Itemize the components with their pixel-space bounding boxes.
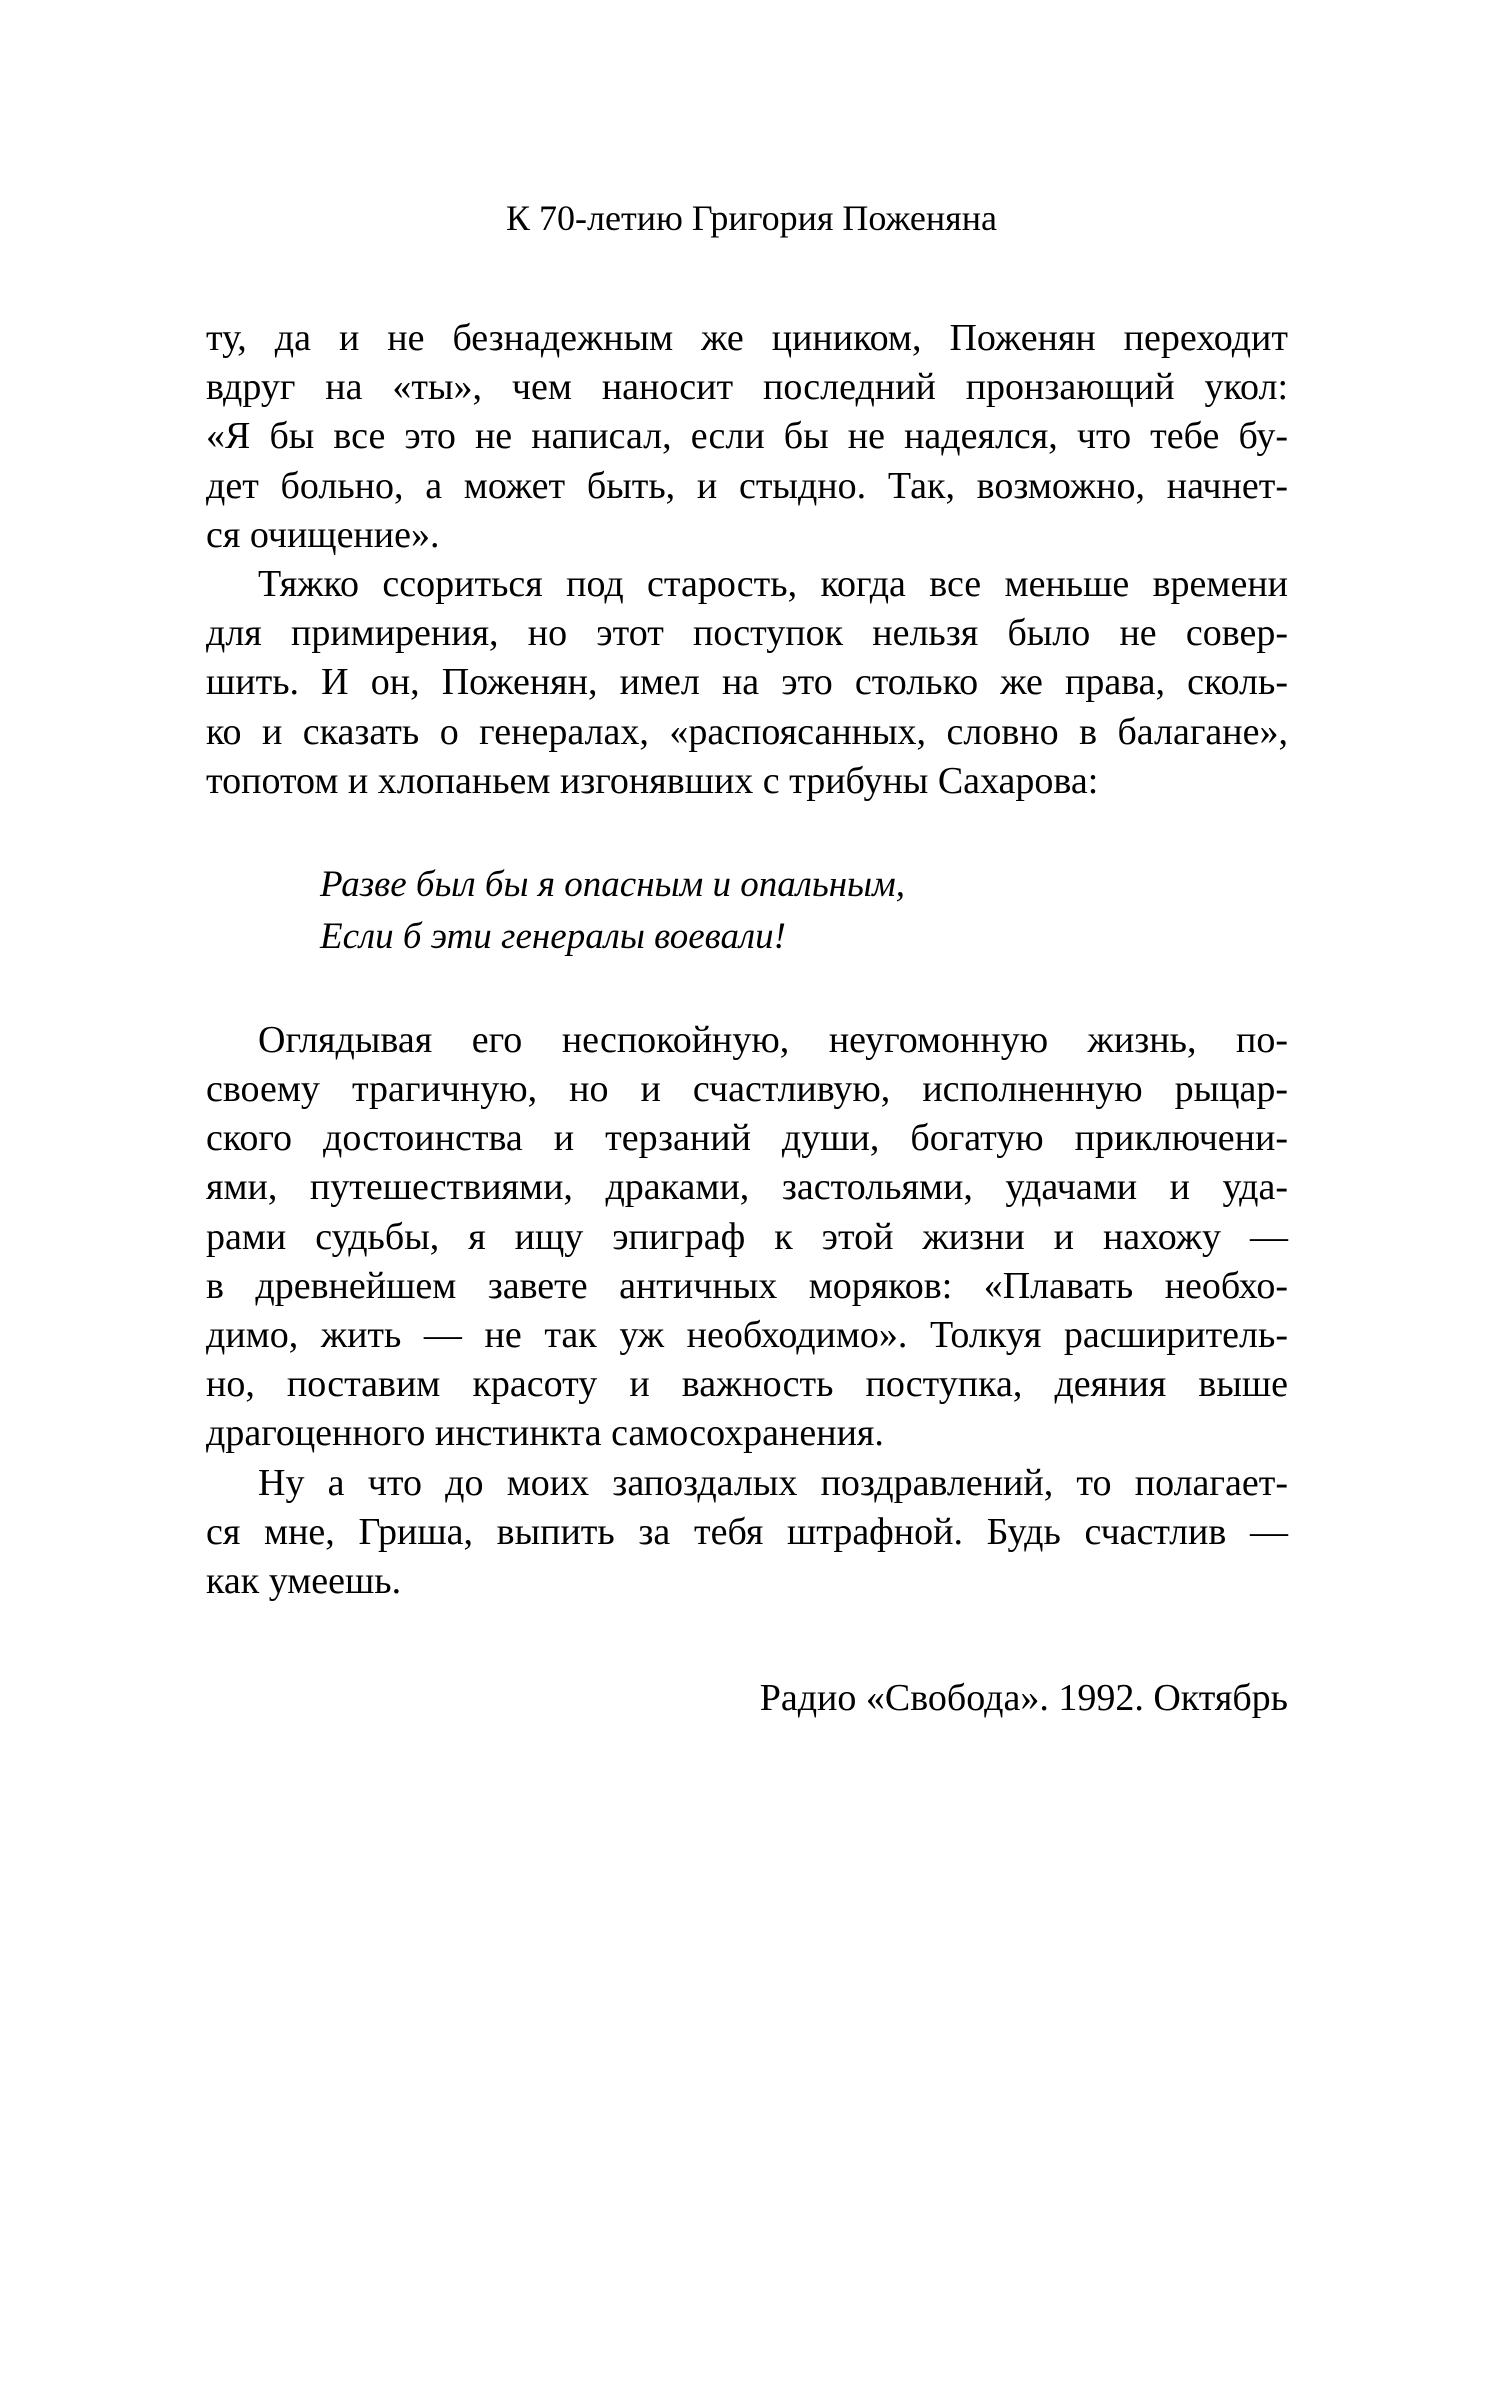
running-header: К 70-летию Григория Поженяна	[506, 198, 997, 238]
poem-quote	[320, 859, 1288, 963]
text-line: в древнейшем завете античных моряков: «Плавать необхо-	[206, 1264, 1288, 1307]
body-text	[206, 314, 1288, 1606]
text-line: ко и сказать о генералах, «распоясанных, словно в балагане»,	[206, 710, 1288, 753]
text-line: топотом и хлопаньем изгонявших с трибуны Сахарова:	[206, 759, 1099, 802]
text-line: дет больно, а может быть, и стыдно. Так, возможно, начнет-	[206, 464, 1288, 507]
paragraph-3	[206, 1016, 1288, 1459]
poem-line: Если б эти генералы воевали!	[320, 915, 786, 957]
paragraph-4	[206, 1459, 1288, 1607]
text-line: Ну а что до моих запоздалых поздравлений, то полагает-	[258, 1461, 1288, 1504]
text-line: драгоценного инстинкта самосохранения.	[206, 1412, 884, 1455]
text-line: ся мне, Гриша, выпить за тебя штрафной. Будь счастлив —	[206, 1510, 1288, 1553]
source-signature: Радио «Свобода». 1992. Октябрь	[759, 1677, 1288, 1719]
text-line: как умеешь.	[206, 1559, 402, 1602]
text-line: вдруг на «ты», чем наносит последний пронзающий укол:	[206, 366, 1288, 409]
paragraph-2	[206, 560, 1288, 806]
text-line: шить. И он, Поженян, имел на это столько же права, сколь-	[206, 661, 1288, 704]
paragraph-1	[206, 314, 1288, 560]
text-line: ся очищение».	[206, 513, 440, 556]
text-line: димо, жить — не так уж необходимо». Толкуя расширитель-	[206, 1314, 1288, 1356]
text-line: для примирения, но этот поступок нельзя было не совер-	[206, 612, 1288, 655]
text-line: Тяжко ссориться под старость, когда все меньше времени	[258, 562, 1288, 605]
text-line: ями, путешествиями, драками, застольями, удачами и уда-	[206, 1166, 1288, 1209]
poem-line: Разве был бы я опасным и опальным,	[320, 863, 905, 905]
text-line: Оглядывая его неспокойную, неугомонную жизнь, по-	[258, 1018, 1288, 1061]
text-line: «Я бы все это не написал, если бы не надеялся, что тебе бу-	[206, 415, 1288, 458]
text-line: своему трагичную, но и счастливую, исполненную рыцар-	[206, 1068, 1288, 1111]
text-line: ского достоинства и терзаний души, богатую приключени-	[206, 1117, 1288, 1160]
text-line: рами судьбы, я ищу эпиграф к этой жизни и нахожу —	[206, 1215, 1288, 1258]
text-line: но, поставим красоту и важность поступка, деяния выше	[206, 1363, 1288, 1406]
text-line: ту, да и не безнадежным же циником, Поженян переходит	[206, 317, 1288, 359]
